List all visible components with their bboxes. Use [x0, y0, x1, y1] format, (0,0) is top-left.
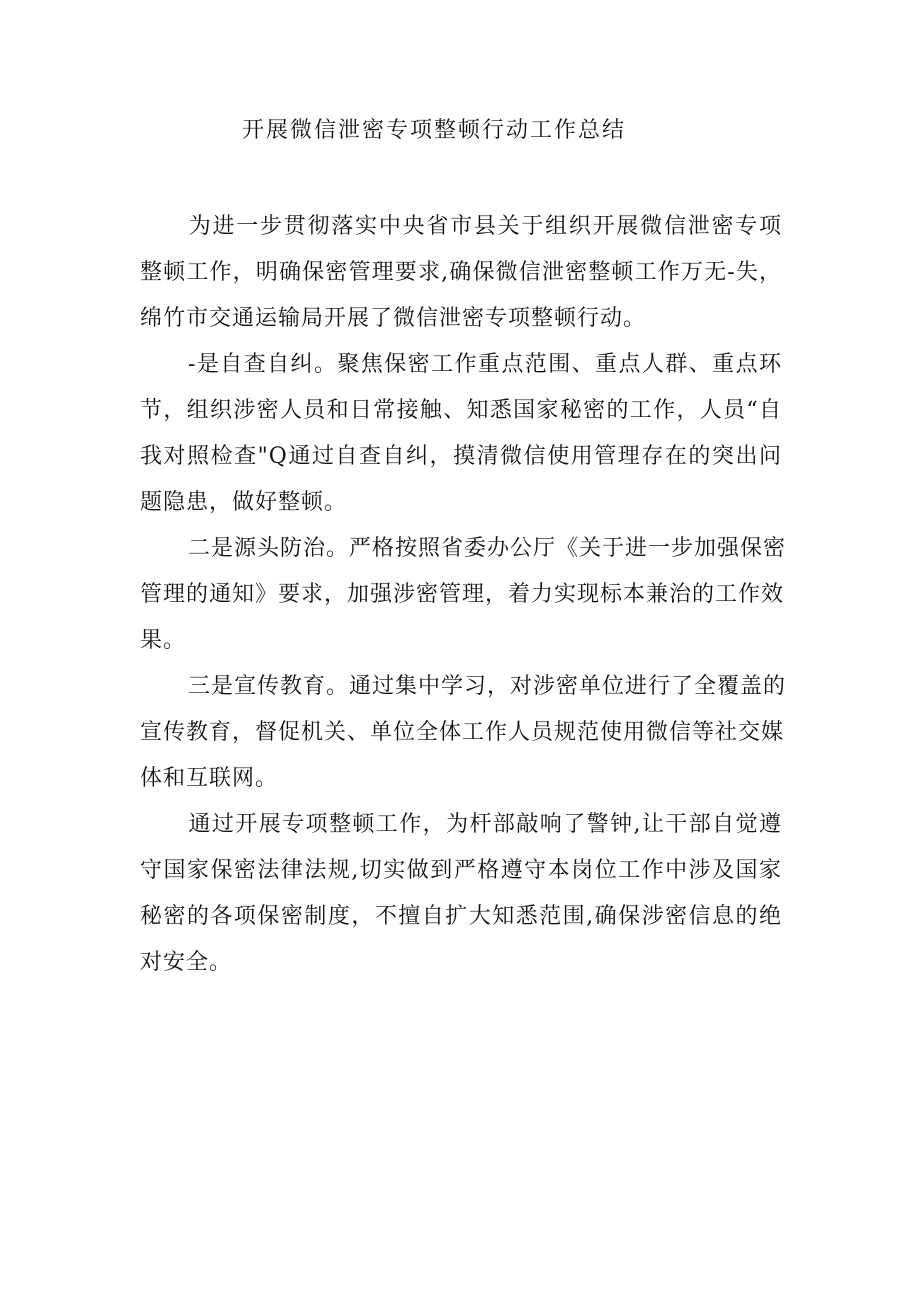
- paragraph-source-prevention: [140, 526, 787, 664]
- paragraph-line: 二是源头防治。严格按照省委办公厅《关于进一步加强保密: [188, 536, 787, 561]
- paragraph-line: 体和互联网。: [140, 766, 279, 791]
- paragraph-self-inspection: [140, 342, 782, 526]
- paragraph-line: 秘密的各项保密制度，不擅自扩大知悉范围,确保涉密信息的绝: [140, 904, 782, 929]
- paragraph-line: 守国家保密法律法规,切实做到严格遵守本岗位工作中涉及国家: [140, 858, 782, 883]
- paragraph-line: 我对照检查"Q通过自查自纠，摸清微信使用管理存在的突出问: [140, 444, 782, 469]
- paragraph-line: 对安全。: [140, 950, 233, 975]
- paragraph-line: 整顿工作，明确保密管理要求,确保微信泄密整顿工作万无-失，: [140, 260, 782, 285]
- paragraph-intro: [140, 204, 782, 342]
- document-title: 开展微信泄密专项整顿行动工作总结: [241, 118, 626, 143]
- paragraph-line: 果。: [140, 628, 187, 653]
- document-body: [140, 204, 787, 986]
- paragraph-line: -是自查自纠。聚焦保密工作重点范围、重点人群、重点环: [188, 352, 782, 377]
- paragraph-line: 绵竹市交通运输局开展了微信泄密专项整顿行动。: [140, 306, 647, 331]
- paragraph-line: 三是宣传教育。通过集中学习，对涉密单位进行了全覆盖的: [188, 674, 787, 699]
- paragraph-line: 管理的通知》要求，加强涉密管理，着力实现标本兼治的工作效: [140, 582, 785, 607]
- paragraph-line: 为进一步贯彻落实中央省市县关于组织开展微信泄密专项: [188, 214, 782, 239]
- paragraph-line: 题隐患，做好整顿。: [140, 490, 348, 515]
- paragraph-line: 宣传教育，督促机关、单位全体工作人员规范使用微信等社交媒: [140, 720, 785, 745]
- paragraph-conclusion: [140, 802, 782, 986]
- paragraph-line: 通过开展专项整顿工作，为杆部敲响了警钟,让干部自觉遵: [188, 812, 782, 837]
- paragraph-publicity-education: [140, 664, 787, 802]
- paragraph-line: 节，组织涉密人员和日常接触、知悉国家秘密的工作，人员“自: [140, 398, 782, 423]
